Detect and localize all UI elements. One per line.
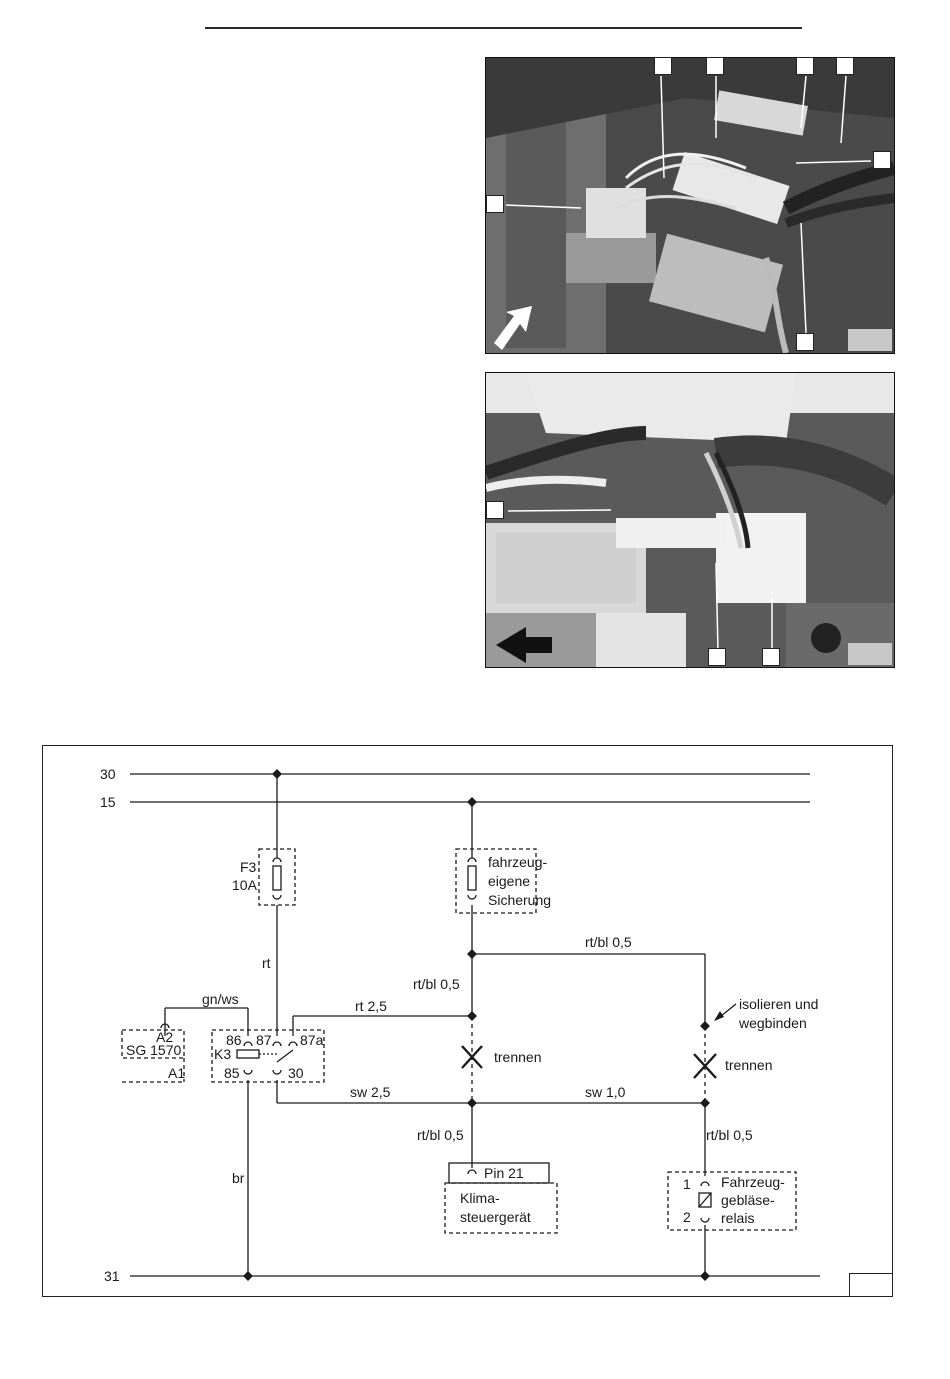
junction-dot <box>467 1011 477 1021</box>
wire-rt-bl-left-label: rt/bl 0,5 <box>413 976 460 992</box>
wire-rt-label: rt <box>262 955 271 971</box>
k3-pin-85: 85 <box>224 1065 240 1081</box>
climate-unit-line-2: steuergerät <box>460 1209 531 1225</box>
rail-15-label: 15 <box>100 794 116 810</box>
blower-relay-pin-1: 1 <box>683 1176 691 1192</box>
junction-dot <box>467 949 477 959</box>
insulate-note-line-1: isolieren und <box>739 996 819 1012</box>
k3-name: K3 <box>214 1046 232 1062</box>
rail-30-label: 30 <box>100 766 116 782</box>
fuse-f3-rating: 10A <box>232 877 257 893</box>
junction-dot <box>700 1271 710 1281</box>
cut-label-left: trennen <box>494 1049 542 1065</box>
wire-sw-1-0-label: sw 1,0 <box>585 1084 626 1100</box>
cut-label-right: trennen <box>725 1057 773 1073</box>
fuse-f3-name: F3 <box>240 859 257 875</box>
blower-relay-pin-2: 2 <box>683 1209 691 1225</box>
k3-pin-87a: 87a <box>300 1032 324 1048</box>
wire-rt-bl-top-label: rt/bl 0,5 <box>585 934 632 950</box>
vehicle-fuse-label-3: Sicherung <box>488 892 552 908</box>
junction-dot <box>700 1021 710 1031</box>
wire-sw-2-5-label: sw 2,5 <box>350 1084 391 1100</box>
arrow-head <box>714 1011 724 1021</box>
vehicle-fuse-label-1: fahrzeug- <box>488 854 548 870</box>
climate-unit-line-1: Klima- <box>460 1190 500 1206</box>
junction-dot <box>467 797 477 807</box>
blower-relay-line-1: Fahrzeug- <box>721 1174 785 1190</box>
wire-rt-bl-klima-label: rt/bl 0,5 <box>417 1127 464 1143</box>
junction-dot <box>467 1098 477 1108</box>
wire-gn-ws-label: gn/ws <box>202 991 239 1007</box>
wire-rt-2-5-label: rt 2,5 <box>355 998 387 1014</box>
sg-name: SG 1570 <box>126 1042 182 1058</box>
blower-relay-line-3: relais <box>721 1210 755 1226</box>
wire-rt-bl-relais-label: rt/bl 0,5 <box>706 1127 753 1143</box>
junction-dot <box>272 769 282 779</box>
insulate-note-line-2: wegbinden <box>739 1015 807 1031</box>
vehicle-fuse-label-2: eigene <box>488 873 531 889</box>
k3-pin-87: 87 <box>256 1032 272 1048</box>
junction-dot <box>243 1271 253 1281</box>
wire-br-label: br <box>232 1170 245 1186</box>
k3-pin-86: 86 <box>226 1032 242 1048</box>
sg-pin-a2: A2 <box>156 1029 174 1045</box>
climate-unit-pin: Pin 21 <box>484 1165 524 1181</box>
k3-pin-30: 30 <box>288 1065 304 1081</box>
sg-pin-a1: A1 <box>168 1065 186 1081</box>
blower-relay-line-2: gebläse- <box>721 1192 775 1208</box>
junction-dot <box>700 1098 710 1108</box>
rail-31-label: 31 <box>104 1268 120 1284</box>
